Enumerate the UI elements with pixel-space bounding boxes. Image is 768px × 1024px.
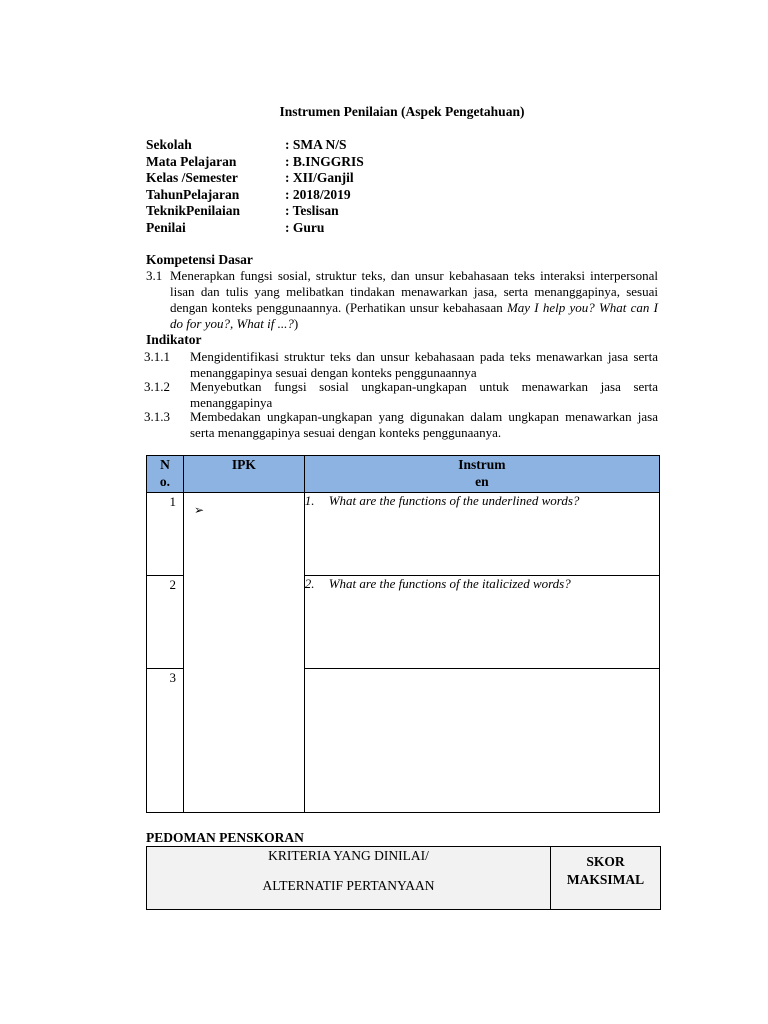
pedoman-table [146, 846, 661, 910]
indikator-heading: Indikator [146, 332, 202, 347]
header-instrumen [304, 456, 659, 493]
kompetensi-text-main: Menerapkan fungsi sosial, struktur teks, dan unsur kebahasaan teks interaksi interpersonal lisan dan tulis yang melibatkan tindakan menawarkan jasa, serta menanggapinya, sesuai dengan konteks penggunaannya. (Perhatikan unsur kebahasaan [170, 268, 658, 315]
kompetensi-text [170, 268, 658, 332]
info-key: Penilai [146, 219, 186, 235]
kriteria-line2: ALTERNATIF PERTANYAAN [262, 878, 435, 893]
info-value: : SMA N/S [285, 137, 347, 152]
kompetensi-item [146, 268, 658, 332]
table-header-row [147, 456, 660, 493]
row-number: 3 [147, 669, 184, 813]
info-row-mapel [146, 154, 364, 171]
kriteria-header [147, 847, 551, 910]
question-cell [304, 493, 659, 576]
kompetensi-heading: Kompetensi Dasar [146, 252, 253, 267]
row-number: 1 [147, 493, 184, 576]
pedoman-heading: PEDOMAN PENSKORAN [146, 830, 304, 845]
row-number: 2 [147, 576, 184, 669]
indikator-text: Membedakan ungkapan-ungkapan yang digunakan dalam ungkapan menawarkan jasa serta menanggapinya sesuai dengan konteks penggunaanya. [190, 409, 658, 440]
info-value: : B.INGGRIS [285, 153, 364, 169]
question-text: What are the functions of the underlined words? [328, 493, 580, 508]
indikator-item [144, 349, 658, 380]
kompetensi-text-italic: May I help you? What can I do for you?, What if ...? [170, 300, 658, 331]
info-key: Mata Pelajaran [146, 153, 237, 169]
info-key: TeknikPenilaian [146, 203, 241, 218]
info-value: : 2018/2019 [285, 186, 351, 202]
info-key: Sekolah [146, 137, 192, 152]
info-value: : Guru [285, 219, 325, 235]
indikator-item [144, 409, 658, 440]
indikator-number: 3.1.1 [144, 349, 170, 364]
info-row-sekolah [146, 137, 364, 154]
arrow-bullet-icon: ➢ [193, 503, 204, 517]
info-key: Kelas /Semester [146, 170, 238, 185]
indikator-text: Menyebutkan fungsi sosial ungkapan-ungkapan untuk menawarkan jasa serta menanggapinya [190, 379, 658, 410]
ipk-cell [183, 493, 304, 813]
page-title: Instrumen Penilaian (Aspek Pengetahuan) [279, 104, 525, 119]
indikator-item [144, 379, 658, 410]
header-no-line2: o. [159, 474, 171, 489]
kompetensi-number: 3.1 [146, 268, 163, 283]
kriteria-line1: KRITERIA YANG DINILAI/ [268, 848, 429, 863]
indikator-number: 3.1.2 [144, 379, 170, 394]
question-number: 2. [304, 576, 315, 591]
info-key: TahunPelajaran [146, 186, 240, 202]
question-cell [304, 669, 659, 813]
indikator-number: 3.1.3 [144, 409, 170, 424]
header-no-line1: N [160, 457, 170, 472]
kompetensi-text-close: ) [293, 316, 299, 331]
question-number: 1. [304, 493, 315, 508]
question-text: What are the functions of the italicized words? [328, 576, 571, 591]
header-no [147, 456, 184, 493]
info-value: : XII/Ganjil [285, 170, 354, 185]
header-instrumen-line1: Instrum [458, 457, 506, 472]
header-instrumen-line2: en [475, 474, 489, 489]
skor-line1: SKOR [586, 854, 625, 869]
header-ipk: IPK [183, 456, 304, 493]
info-row-penilai [146, 220, 364, 237]
info-row-tahun [146, 187, 364, 204]
skor-line2: MAKSIMAL [566, 872, 645, 887]
instrument-table [146, 455, 660, 813]
info-row-teknik [146, 203, 364, 220]
indikator-text: Mengidentifikasi struktur teks dan unsur kebahasaan pada teks menawarkan jasa serta menanggapinya sesuai dengan konteks penggunaannya [190, 349, 658, 380]
info-value: : Teslisan [285, 203, 339, 218]
table-row [147, 493, 660, 576]
question-cell [304, 576, 659, 669]
skor-header [551, 847, 661, 910]
pedoman-header-row [147, 847, 661, 910]
info-row-kelas [146, 170, 364, 187]
info-block [146, 137, 364, 236]
